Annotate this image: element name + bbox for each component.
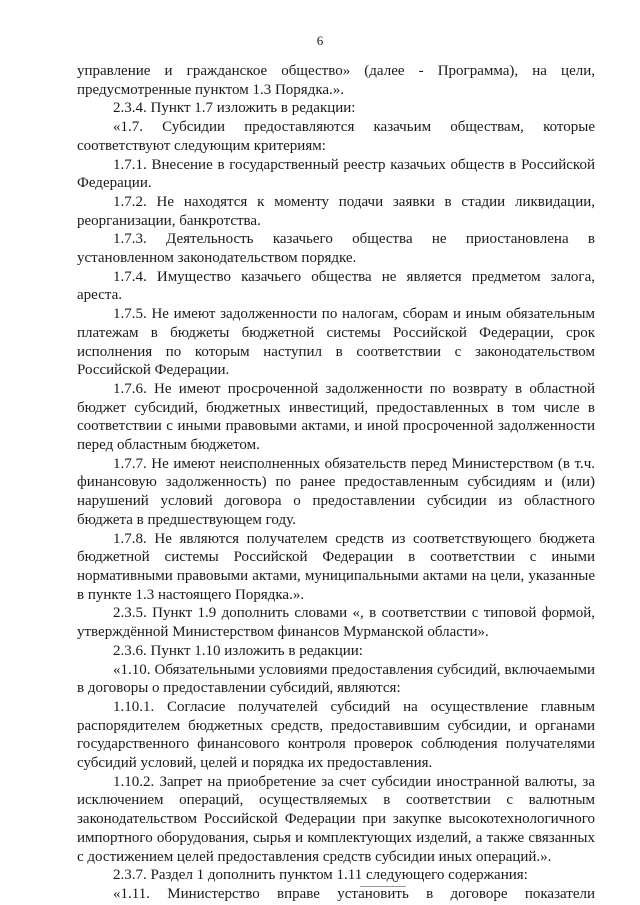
footer-rule — [360, 886, 406, 889]
paragraph: 1.7.1. Внесение в государственный реестр казачьих обществ в Российской Федерации. — [77, 156, 595, 192]
paragraph: 2.3.5. Пункт 1.9 дополнить словами «, в соответствии с типовой формой, утверждённой Министерством финансов Мурманской области». — [77, 605, 595, 641]
paragraph: 1.7.8. Не являются получателем средств из соответствующего бюджета бюджетной системы Российской Федерации в соответствии с иными нормативными правовыми актами, муниципальными актами на цели, указанные в пункте 1.3 настоящего Порядка.». — [77, 530, 595, 603]
paragraph: «1.11. Министерство вправе установить в договоре показатели — [113, 885, 595, 902]
paragraph: «1.10. Обязательными условиями предоставления субсидий, включаемыми в договоры о предоставлении субсидий, являются: — [77, 661, 595, 697]
document-body — [77, 62, 595, 904]
page-number: 6 — [316, 33, 324, 48]
paragraph: 1.7.2. Не находятся к моменту подачи заявки в стадии ликвидации, реорганизации, банкротства. — [77, 193, 595, 229]
paragraph: 1.7.4. Имущество казачьего общества не является предметом залога, ареста. — [77, 268, 595, 304]
paragraph: 1.10.2. Запрет на приобретение за счет субсидии иностранной валюты, за исключением операций, осуществляемых в соответствии с валютным законодательством Российской Федерации при закупке высокотехнологичного импортного оборудования, сырья и комплектующих изделий, а также связанных с достижением целей предоставления средств субсидии иных операций.». — [77, 773, 595, 865]
paragraph: 2.3.7. Раздел 1 дополнить пунктом 1.11 следующего содержания: — [113, 867, 528, 884]
paragraph: 1.7.6. Не имеют просроченной задолженности по возврату в областной бюджет субсидий, бюджетных инвестиций, предоставленных в том числе в соответствии с иными правовыми актами, и иной просроченной задолженности перед областным бюджетом. — [77, 380, 595, 454]
paragraph: управление и гражданское общество» (далее - Программа), на цели, предусмотренные пунктом 1.3 Порядка.». — [77, 63, 595, 98]
paragraph: 2.3.4. Пункт 1.7 изложить в редакции: — [113, 100, 356, 117]
paragraph: «1.7. Субсидии предоставляются казачьим обществам, которые соответствуют следующим критериям: — [77, 119, 595, 154]
paragraph: 1.7.7. Не имеют неисполненных обязательств перед Министерством (в т.ч. финансовую задолженность) по ранее предоставленным субсидиям и (или) нарушений условий договора о предоставлении субсидии из областного бюджета в предшествующем году. — [77, 455, 595, 528]
paragraph: 2.3.6. Пункт 1.10 изложить в редакции: — [113, 642, 363, 659]
paragraph: 1.7.3. Деятельность казачьего общества не приостановлена в установленном законодательством порядке. — [77, 231, 595, 267]
paragraph: 1.7.5. Не имеют задолженности по налогам, сборам и иным обязательным платежам в бюджеты бюджетной системы Российской Федерации, срок исполнения по которым наступил в соответствии с законодательством Российской Федерации. — [77, 306, 595, 379]
paragraph: 1.10.1. Согласие получателей субсидий на осуществление главным распорядителем бюджетных средств, предоставившим субсидии, и органами государственного финансового контроля проверок соблюдения получателями субсидий условий, целей и порядка их предоставления. — [77, 698, 595, 772]
